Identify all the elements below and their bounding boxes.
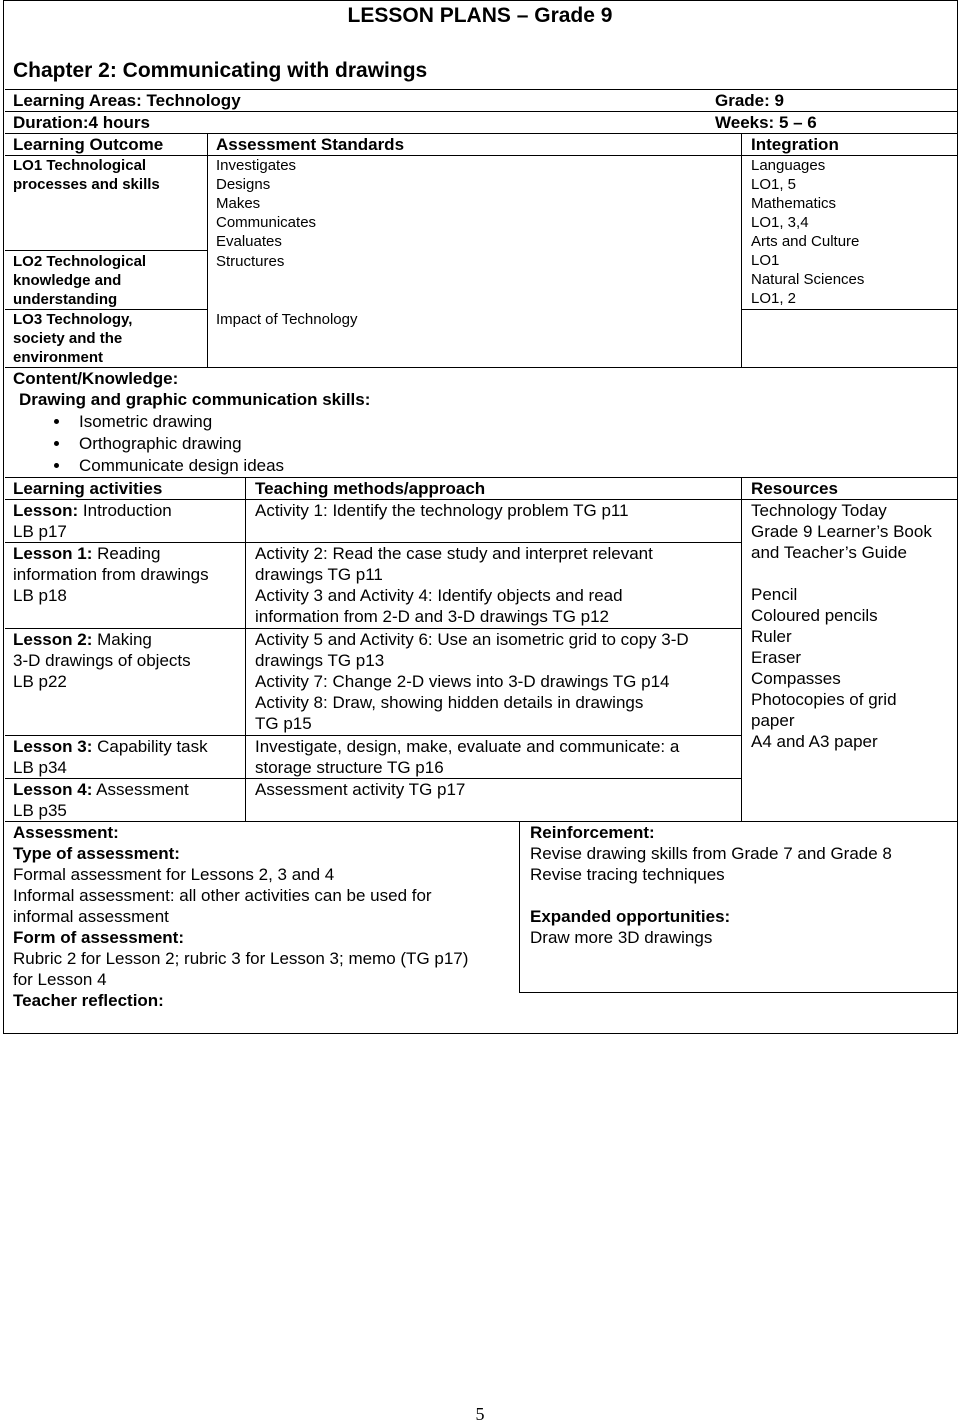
lo3-line: society and the	[13, 330, 123, 347]
content-subheading: Drawing and graphic communication skills:	[19, 390, 371, 409]
lesson-title-bold: Lesson 3:	[13, 737, 93, 756]
integration-item: Mathematics	[751, 195, 837, 212]
resource-item: Photocopies of grid	[751, 690, 897, 709]
lesson-4	[13, 779, 189, 821]
grade-label: Grade: 9	[715, 91, 784, 110]
content-bullet: Orthographic drawing	[79, 434, 242, 453]
resource-item: and Teacher’s Guide	[751, 543, 907, 562]
header-learning-activities: Learning activities	[13, 479, 163, 498]
lesson-1	[13, 543, 209, 606]
lo2-line: knowledge and	[13, 272, 122, 289]
method-line: Activity 2: Read the case study and interpret relevant	[255, 544, 653, 563]
lesson-line: information from drawings	[13, 565, 209, 584]
method-line: storage structure TG p16	[255, 758, 444, 777]
lesson-2-methods	[255, 629, 689, 734]
integration-item: LO1	[751, 252, 780, 269]
col-divider-outcomes-2	[741, 133, 742, 367]
resources-materials	[751, 584, 897, 752]
chapter-title: Chapter 2: Communicating with drawings	[13, 59, 428, 82]
assessment-form-line: for Lesson 4	[13, 970, 107, 989]
method-line: Activity 5 and Activity 6: Use an isometric grid to copy 3-D	[255, 630, 689, 649]
lesson-1-methods	[255, 543, 653, 627]
integration-item: LO1, 5	[751, 176, 797, 193]
integration-item: Arts and Culture	[751, 233, 860, 250]
assessment-form-line: Rubric 2 for Lesson 2; rubric 3 for Lesson 3; memo (TG p17)	[13, 949, 469, 968]
lo3-line: LO3 Technology,	[13, 311, 133, 328]
assessment-type-line: Formal assessment for Lessons 2, 3 and 4	[13, 865, 335, 884]
header-resources: Resources	[751, 479, 838, 498]
assessment-heading: Assessment:	[13, 823, 119, 842]
lesson-title-rest: Assessment	[92, 780, 189, 799]
resource-item: Technology Today	[751, 501, 887, 520]
resource-item: A4 and A3 paper	[751, 732, 878, 751]
reinforcement-line: Revise drawing skills from Grade 7 and Grade 8	[530, 844, 892, 863]
header-learning-outcome: Learning Outcome	[13, 135, 164, 154]
resource-item: Pencil	[751, 585, 798, 604]
weeks-label: Weeks: 5 – 6	[715, 113, 817, 132]
content-bullet: Communicate design ideas	[79, 456, 285, 475]
resources-books	[751, 500, 932, 563]
method-line: Activity 8: Draw, showing hidden details in drawings	[255, 693, 644, 712]
lo2-line: understanding	[13, 291, 118, 308]
reinforcement-section	[530, 822, 892, 885]
teacher-reflection-heading: Teacher reflection:	[13, 991, 164, 1010]
standard-item: Investigates	[216, 157, 297, 174]
lesson-title-bold: Lesson:	[13, 501, 79, 520]
integration-item: Natural Sciences	[751, 271, 865, 288]
lesson-title-rest: Making	[92, 630, 152, 649]
lo1-text	[13, 156, 160, 194]
expanded-opportunities-section	[530, 906, 730, 948]
lesson-line: LB p35	[13, 801, 67, 820]
standard-item: Designs	[216, 176, 271, 193]
resource-item: paper	[751, 711, 795, 730]
standards-lo3: Impact of Technology	[216, 311, 358, 328]
learning-areas: Learning Areas: Technology	[13, 91, 241, 110]
integration-list	[751, 156, 864, 308]
lesson-2	[13, 629, 191, 692]
method-line: Activity 7: Change 2-D views into 3-D drawings TG p14	[255, 672, 670, 691]
integration-item: LO1, 2	[751, 290, 797, 307]
standards-lo2: Structures	[216, 253, 285, 270]
rule-integration-end	[741, 309, 957, 310]
lesson-title-bold: Lesson 1:	[13, 544, 93, 563]
lo2-line: LO2 Technological	[13, 253, 147, 270]
standard-item: Communicates	[216, 214, 317, 231]
expanded-opportunities-line: Draw more 3D drawings	[530, 928, 713, 947]
assessment-type-line: informal assessment	[13, 907, 169, 926]
content-heading: Content/Knowledge:	[13, 369, 179, 388]
resource-item: Ruler	[751, 627, 792, 646]
header-assessment-standards: Assessment Standards	[216, 135, 405, 154]
method-line: information from 2-D and 3-D drawings TG p12	[255, 607, 610, 626]
lo3-line: environment	[13, 349, 104, 366]
header-integration: Integration	[751, 135, 839, 154]
reinforcement-heading: Reinforcement:	[530, 823, 655, 842]
method-line: Activity 3 and Activity 4: Identify objects and read	[255, 586, 623, 605]
lesson-line: 3-D drawings of objects	[13, 651, 191, 670]
lesson-line: LB p18	[13, 586, 67, 605]
assessment-form-heading: Form of assessment:	[13, 928, 184, 947]
assessment-section	[13, 822, 468, 1011]
lesson-line: LB p22	[13, 672, 67, 691]
integration-item: Languages	[751, 157, 826, 174]
method-line: TG p15	[255, 714, 312, 733]
bullet-icon	[54, 463, 59, 468]
method-line: Assessment activity TG p17	[255, 780, 466, 799]
lo1-line: processes and skills	[13, 176, 160, 193]
expanded-opportunities-heading: Expanded opportunities:	[530, 907, 731, 926]
rule-lo1	[5, 250, 208, 251]
lesson-intro	[13, 500, 172, 542]
assessment-type-heading: Type of assessment:	[13, 844, 180, 863]
method-line: Activity 1: Identify the technology problem TG p11	[255, 501, 629, 520]
resource-item: Coloured pencils	[751, 606, 878, 625]
lesson-3	[13, 736, 208, 778]
header-teaching-methods: Teaching methods/approach	[255, 479, 486, 498]
col-divider-assessment	[519, 821, 520, 993]
page-number: 5	[475, 1404, 485, 1424]
rule-reinforcement-bottom	[519, 992, 957, 993]
lesson-3-methods	[255, 736, 679, 778]
method-line: drawings TG p13	[255, 651, 385, 670]
col-divider-activities-1	[245, 477, 246, 821]
standard-item: Makes	[216, 195, 261, 212]
method-line: Investigate, design, make, evaluate and communicate: a	[255, 737, 680, 756]
lo3-text	[13, 310, 132, 367]
content-bullet: Isometric drawing	[79, 412, 213, 431]
resource-item: Compasses	[751, 669, 841, 688]
resource-item: Eraser	[751, 648, 802, 667]
lesson-intro-methods	[255, 500, 629, 521]
method-line: drawings TG p11	[255, 565, 383, 584]
integration-item: LO1, 3,4	[751, 214, 809, 231]
bullet-icon	[54, 441, 59, 446]
duration-label: Duration:4 hours	[13, 113, 150, 132]
standards-lo1	[216, 156, 316, 251]
lo2-text	[13, 252, 146, 309]
standard-item: Evaluates	[216, 233, 282, 250]
lesson-title-rest: Capability task	[92, 737, 208, 756]
lesson-title-bold: Lesson 2:	[13, 630, 93, 649]
bullet-icon	[54, 419, 59, 424]
lesson-title-rest: Introduction	[78, 501, 172, 520]
lesson-4-methods	[255, 779, 465, 800]
reinforcement-line: Revise tracing techniques	[530, 865, 725, 884]
resource-item: Grade 9 Learner’s Book	[751, 522, 932, 541]
lesson-title-rest: Reading	[92, 544, 161, 563]
page-title: LESSON PLANS – Grade 9	[347, 4, 613, 27]
lesson-line: LB p34	[13, 758, 67, 777]
col-divider-activities-2	[741, 477, 742, 821]
lesson-line: LB p17	[13, 522, 67, 541]
lo1-line: LO1 Technological	[13, 157, 147, 174]
lesson-title-bold: Lesson 4:	[13, 780, 93, 799]
assessment-type-line: Informal assessment: all other activities can be used for	[13, 886, 432, 905]
